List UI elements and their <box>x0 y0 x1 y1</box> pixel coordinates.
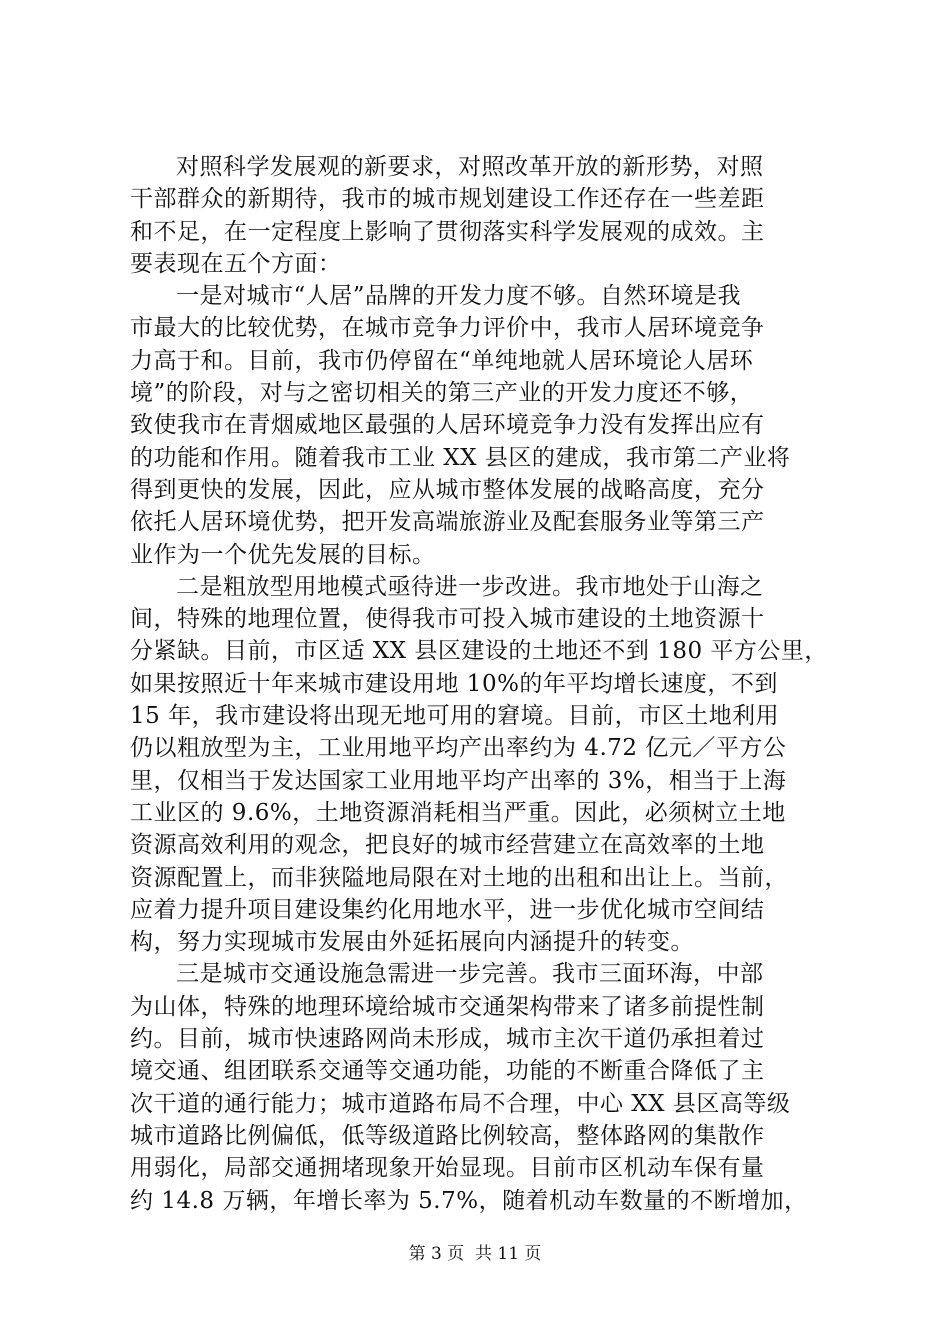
text-line: 对照科学发展观的新要求，对照改革开放的新形势，对照 <box>176 154 764 180</box>
text-line: 境”的阶段，对与之密切相关的第三产业的开发力度还不够， <box>130 380 754 407</box>
text-line: 构，努力实现城市发展由外延拓展向内涵提升的转变。 <box>130 929 694 956</box>
text-line: 资源配置上，而非狭隘地局限在对土地的出租和出让上。当前， <box>130 864 788 891</box>
text-line: 仍以粗放型为主，工业用地平均产出率约为 4.72 亿元／平方公 <box>130 735 787 762</box>
text-line: 次干道的通行能力；城市道路布局不合理，中心 XX 县区高等级 <box>130 1090 791 1117</box>
text-line: 市最大的比较优势，在城市竞争力评价中，我市人居环境竞争 <box>130 315 765 342</box>
text-line: 致使我市在青烟威地区最强的人居环境竞争力没有发挥出应有 <box>130 412 765 439</box>
text-line: 应着力提升项目建设集约化用地水平，进一步优化城市空间结 <box>130 896 765 923</box>
text-line: 依托人居环境优势，把开发高端旅游业及配套服务业等第三产 <box>130 509 765 536</box>
text-line: 得到更快的发展，因此，应从城市整体发展的战略高度，充分 <box>130 476 765 503</box>
text-line: 里，仅相当于发达国家工业用地平均产出率的 3%，相当于上海 <box>130 767 787 794</box>
text-line: 要表现在五个方面： <box>130 250 342 277</box>
text-line: 间，特殊的地理位置，使得我市可投入城市建设的土地资源十 <box>130 606 765 633</box>
text-line: 15 年，我市建设将出现无地可用的窘境。目前，市区土地利用 <box>130 703 780 730</box>
text-line: 一是对城市“人居”品牌的开发力度不够。自然环境是我 <box>176 283 742 310</box>
text-line: 分紧缺。目前，市区适 XX 县区建设的土地还不到 180 平方公里， <box>130 638 828 665</box>
text-line: 境交通、组团联系交通等交通功能，功能的不断重合降低了主 <box>130 1058 765 1085</box>
text-line: 的功能和作用。随着我市工业 XX 县区的建成，我市第二产业将 <box>130 444 791 471</box>
text-line: 二是粗放型用地模式亟待进一步改进。我市地处于山海之 <box>176 573 764 600</box>
text-line: 约。目前，城市快速路网尚未形成，城市主次干道仍承担着过 <box>130 1026 765 1053</box>
text-line: 城市道路比例偏低，低等级道路比例较高，整体路网的集散作 <box>130 1122 765 1149</box>
text-line: 业作为一个优先发展的目标。 <box>130 541 436 568</box>
text-line: 干部群众的新期待，我市的城市规划建设工作还存在一些差距 <box>130 186 765 213</box>
page-number-label: 第 3 页 共 11 页 <box>408 1244 542 1264</box>
text-line: 和不足，在一定程度上影响了贯彻落实科学发展观的成效。主 <box>130 218 765 245</box>
text-line: 工业区的 9.6%，土地资源消耗相当严重。因此，必须树立土地 <box>130 799 786 826</box>
text-line: 如果按照近十年来城市建设用地 10%的年平均增长速度，不到 <box>130 670 778 697</box>
text-line: 用弱化，局部交通拥堵现象开始显现。目前市区机动车保有量 <box>130 1155 765 1182</box>
page-footer <box>0 1243 950 1265</box>
text-line: 三是城市交通设施急需进一步完善。我市三面环海，中部 <box>176 961 764 988</box>
text-line: 力高于和。目前，我市仍停留在“单纯地就人居环境论人居环 <box>130 347 754 374</box>
text-line: 为山体，特殊的地理环境给城市交通架构带来了诸多前提性制 <box>130 993 765 1020</box>
text-line: 资源高效利用的观念，把良好的城市经营建立在高效率的土地 <box>130 832 765 859</box>
text-line: 约 14.8 万辆，年增长率为 5.7%，随着机动车数量的不断增加， <box>130 1187 808 1214</box>
document-body <box>130 151 830 1217</box>
